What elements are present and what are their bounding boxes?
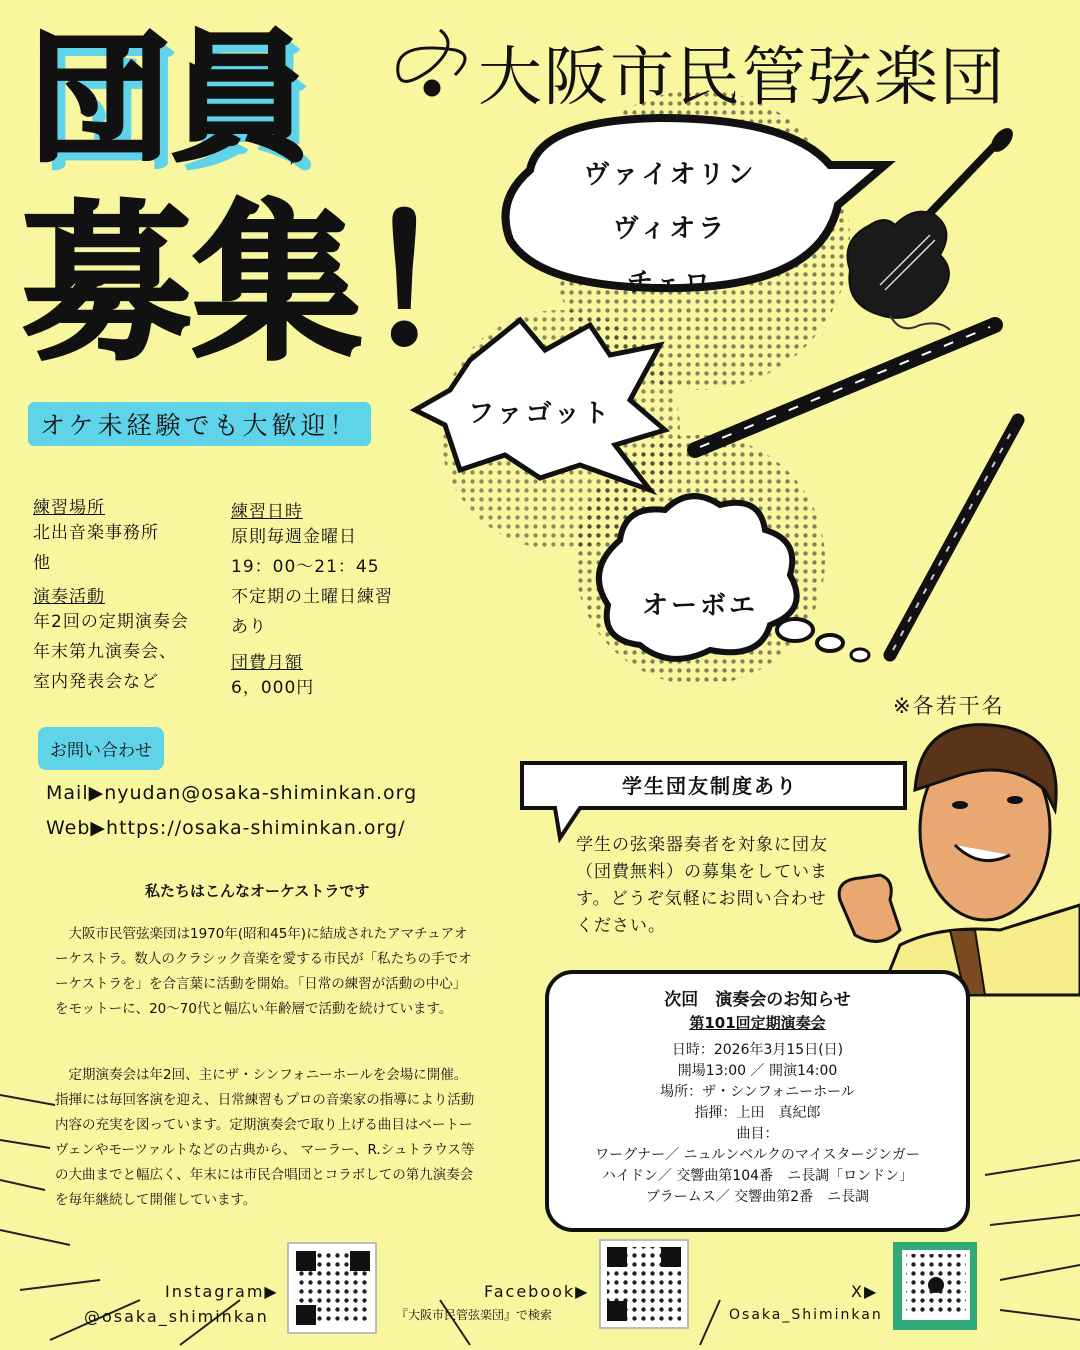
instagram-handle[interactable]: @osaka_shiminkan — [84, 1307, 269, 1326]
next-concert-box — [545, 970, 970, 1232]
instrument-bassoon: ファゴット — [468, 399, 612, 429]
fee-value: 6，000円 — [231, 678, 315, 698]
activity-value: 年2回の定期演奏会 — [33, 612, 189, 632]
instrument-cello: チェロ — [626, 268, 714, 298]
facebook-search-text: 『大阪市民管弦楽団』で検索 — [396, 1308, 553, 1322]
instrument-violin: ヴァイオリン — [583, 160, 757, 190]
strings-list — [575, 148, 765, 310]
contact-mail-link[interactable]: Mail▶nyudan@osaka-shiminkan.org — [46, 782, 418, 804]
concert-conductor: 指揮：上田 真紀郎 — [694, 1105, 821, 1121]
about-paragraph: 大阪市民管弦楽団は1970年(昭和45年)に結成されたアマチュアオーケストラ。数人のクラシック音楽を愛する市民が「私たちの手でオーケストラを」を合言葉に活動を開始。「日常の練習が活動の中心」をモットーに、20～70代と幅広い年齢層で活動を続けています。 — [55, 926, 472, 1017]
date-value: 19：00～21：45 — [231, 557, 380, 577]
concert-venue: 場所：ザ・シンフォニーホール — [660, 1084, 855, 1100]
violin-illustration — [848, 124, 1018, 330]
qr-code-instagram — [288, 1243, 376, 1333]
activity-label: 演奏活動 — [33, 587, 105, 607]
concert-heading: 次回 演奏会のお知らせ — [664, 990, 851, 1010]
concert-time: 開場13:00 ／ 開演14:00 — [677, 1063, 838, 1079]
concert-name: 第101回定期演奏会 — [689, 1014, 826, 1032]
concert-date: 日時：2026年3月15日(日) — [671, 1042, 844, 1058]
about-paragraph: 定期演奏会は年2回、主にザ・シンフォニーホールを会場に開催。指揮には毎回客演を迎え、日常練習もプロの音楽家の指導により活動内容の充実を図っています。定期演奏会で取り上げる曲目はベートーヴェンやモーツァルトなどの古典から、 マーラー、R.シュトラウス等の大曲までと幅広く、年末には市民合唱団とコラボしての第九演奏会を毎年継続して開催しています。 — [55, 1067, 475, 1208]
about-title: 私たちはこんなオーケストラです — [145, 882, 370, 900]
activity-value: 年末第九演奏会、 — [33, 642, 177, 662]
tagline-badge: オケ未経験でも大歓迎！ — [28, 402, 371, 446]
info-column-left — [33, 493, 189, 697]
instagram-label: Instagram▶ — [165, 1282, 279, 1301]
concert-program-item: ブラームス／ 交響曲第2番 ニ長調 — [645, 1189, 870, 1205]
place-value: 北出音楽事務所 — [33, 523, 159, 543]
place-label: 練習場所 — [33, 498, 105, 518]
facebook-label: Facebook▶ — [484, 1282, 590, 1301]
qr-code-x — [893, 1242, 977, 1330]
treble-clef-logo — [398, 30, 465, 95]
instrument-viola: ヴィオラ — [612, 214, 728, 244]
date-value: 原則毎週金曜日 — [231, 527, 357, 547]
quantity-note: ※各若干名 — [893, 694, 1005, 718]
place-value: 他 — [33, 553, 51, 573]
fee-label: 団費月額 — [231, 653, 303, 673]
student-program-description: 学生の弦楽器奏者を対象に団友（団費無料）の募集をしています。どうぞ気軽にお問い合わせください。 — [576, 835, 828, 936]
concert-program-item: ハイドン／ 交響曲第104番 ニ長調「ロンドン」 — [601, 1168, 914, 1184]
instrument-oboe: オーボエ — [641, 591, 758, 621]
oboe-illustration — [890, 420, 1018, 655]
orchestra-logo-text: 大阪市民管弦楽団 — [478, 41, 1006, 115]
date-value: あり — [231, 617, 267, 637]
contact-web-link[interactable]: Web▶https://osaka-shiminkan.org/ — [46, 817, 406, 839]
concert-program-label: 曲目： — [736, 1126, 779, 1142]
concert-program-item: ワーグナー／ ニュルンベルクのマイスタージンガー — [595, 1147, 920, 1163]
contact-badge: お問い合わせ — [38, 727, 164, 770]
student-program-title: 学生団友制度あり — [622, 774, 798, 798]
headline-members: 団員 — [30, 18, 311, 181]
x-label: X▶ — [851, 1282, 879, 1301]
x-handle[interactable]: Osaka_Shiminkan — [729, 1307, 883, 1323]
date-value: 不定期の土曜日練習 — [231, 587, 393, 607]
info-column-right — [231, 497, 393, 703]
headline-recruiting: 募集！ — [22, 186, 533, 384]
qr-code-facebook — [600, 1240, 688, 1328]
activity-value: 室内発表会など — [33, 672, 159, 692]
date-label: 練習日時 — [231, 502, 303, 522]
